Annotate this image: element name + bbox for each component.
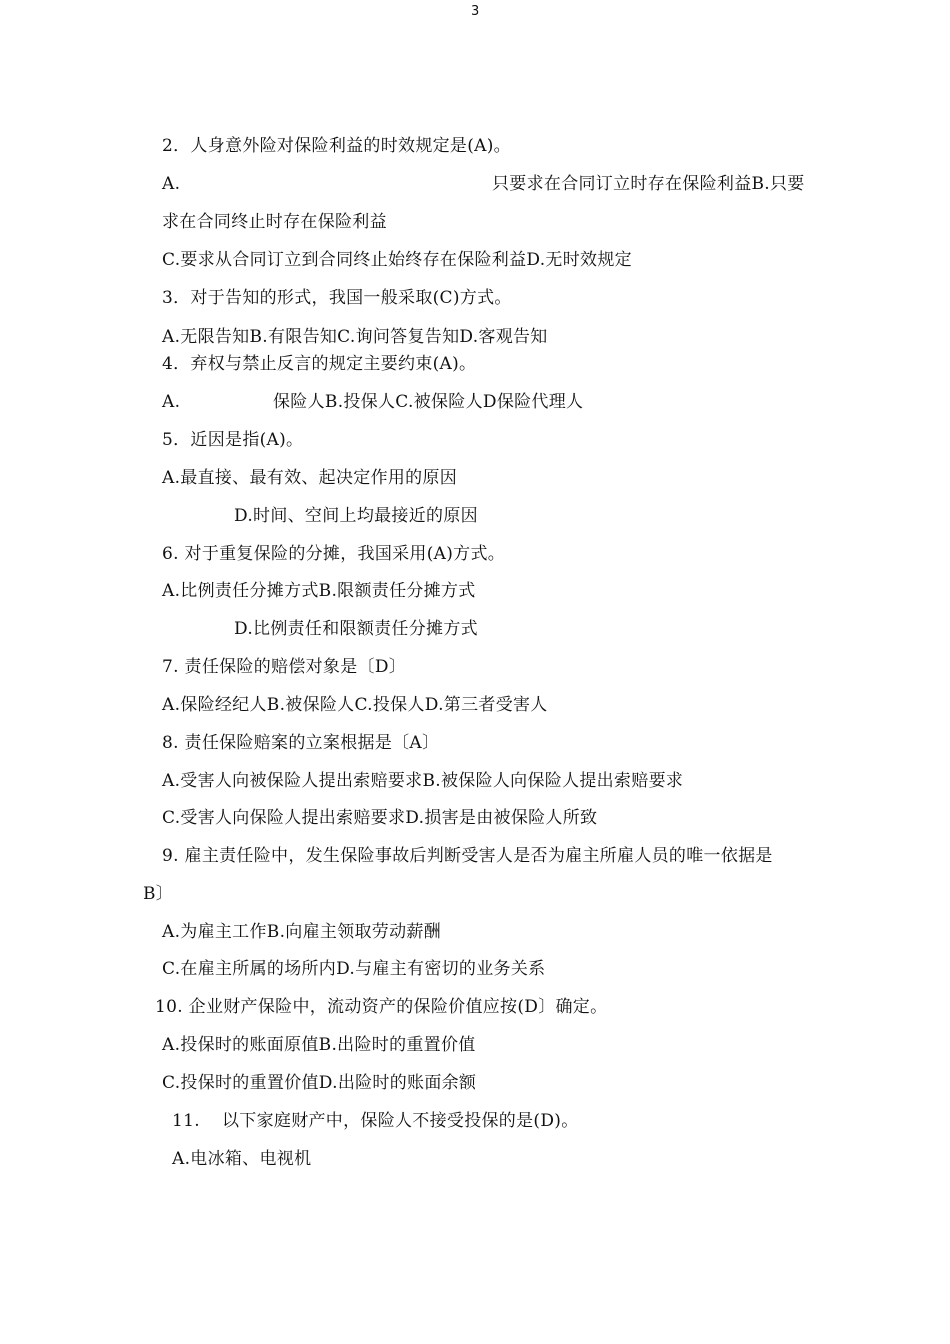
options-text: D.比例责任和限额责任分摊方式 [234,619,478,639]
question-8: 8. 责任保险赔案的立案根据是〔A〕 [162,733,440,753]
question-7: 7. 责任保险的赔偿对象是〔D〕 [162,657,407,677]
question-3: 3．对于告知的形式，我国一般采取(C)方式。 [162,288,512,308]
options-text: A.受害人向被保险人提出索赔要求B.被保险人向保险人提出索赔要求 [162,771,684,791]
options-text: 只要求在合同订立时存在保险利益B.只要 [492,174,805,194]
options-text: D.时间、空间上均最接近的原因 [234,506,478,526]
question-9: 9. 雇主责任险中，发生保险事故后判断受害人是否为雇主所雇人员的唯一依据是 [162,846,773,866]
options-text: A.电冰箱、电视机 [172,1149,312,1169]
options-text: A.比例责任分摊方式B.限额责任分摊方式 [162,581,476,601]
options-text: C.在雇主所属的场所内D.与雇主有密切的业务关系 [162,959,546,979]
question-6: 6. 对于重复保险的分摊，我国采用(A)方式。 [162,544,506,564]
options-text: A.投保时的账面原值B.出险时的重置价值 [162,1035,476,1055]
question-11-number: 11. [172,1111,200,1131]
options-text: A.为雇主工作B.向雇主领取劳动薪酬 [162,922,441,942]
options-text: C.受害人向保险人提出索赔要求D.损害是由被保险人所致 [162,808,598,828]
option-label-a: A. [162,392,181,412]
question-4: 4．弃权与禁止反言的规定主要约束(A)。 [162,354,477,374]
options-text: C.要求从合同订立到合同终止始终存在保险利益D.无时效规定 [162,250,632,270]
options-text: A.无限告知B.有限告知C.询问答复告知D.客观告知 [162,327,548,347]
option-label-a: A. [162,174,181,194]
page-number: 3 [471,4,480,19]
options-text: 保险人B.投保人C.被保险人D保险代理人 [273,392,584,412]
options-text-continued: 求在合同终止时存在保险利益 [162,212,387,232]
options-text: A.保险经纪人B.被保险人C.投保人D.第三者受害人 [162,695,548,715]
options-text: A.最直接、最有效、起决定作用的原因 [162,468,458,488]
question-5: 5．近因是指(A)。 [162,430,304,450]
question-2: 2．人身意外险对保险利益的时效规定是(A)。 [162,136,511,156]
question-10: 10. 企业财产保险中，流动资产的保险价值应按(D〕确定。 [155,997,608,1017]
question-9-continued: B〕 [143,884,174,904]
question-11: 以下家庭财产中，保险人不接受投保的是(D)。 [222,1111,579,1131]
options-text: C.投保时的重置价值D.出险时的账面余额 [162,1073,477,1093]
